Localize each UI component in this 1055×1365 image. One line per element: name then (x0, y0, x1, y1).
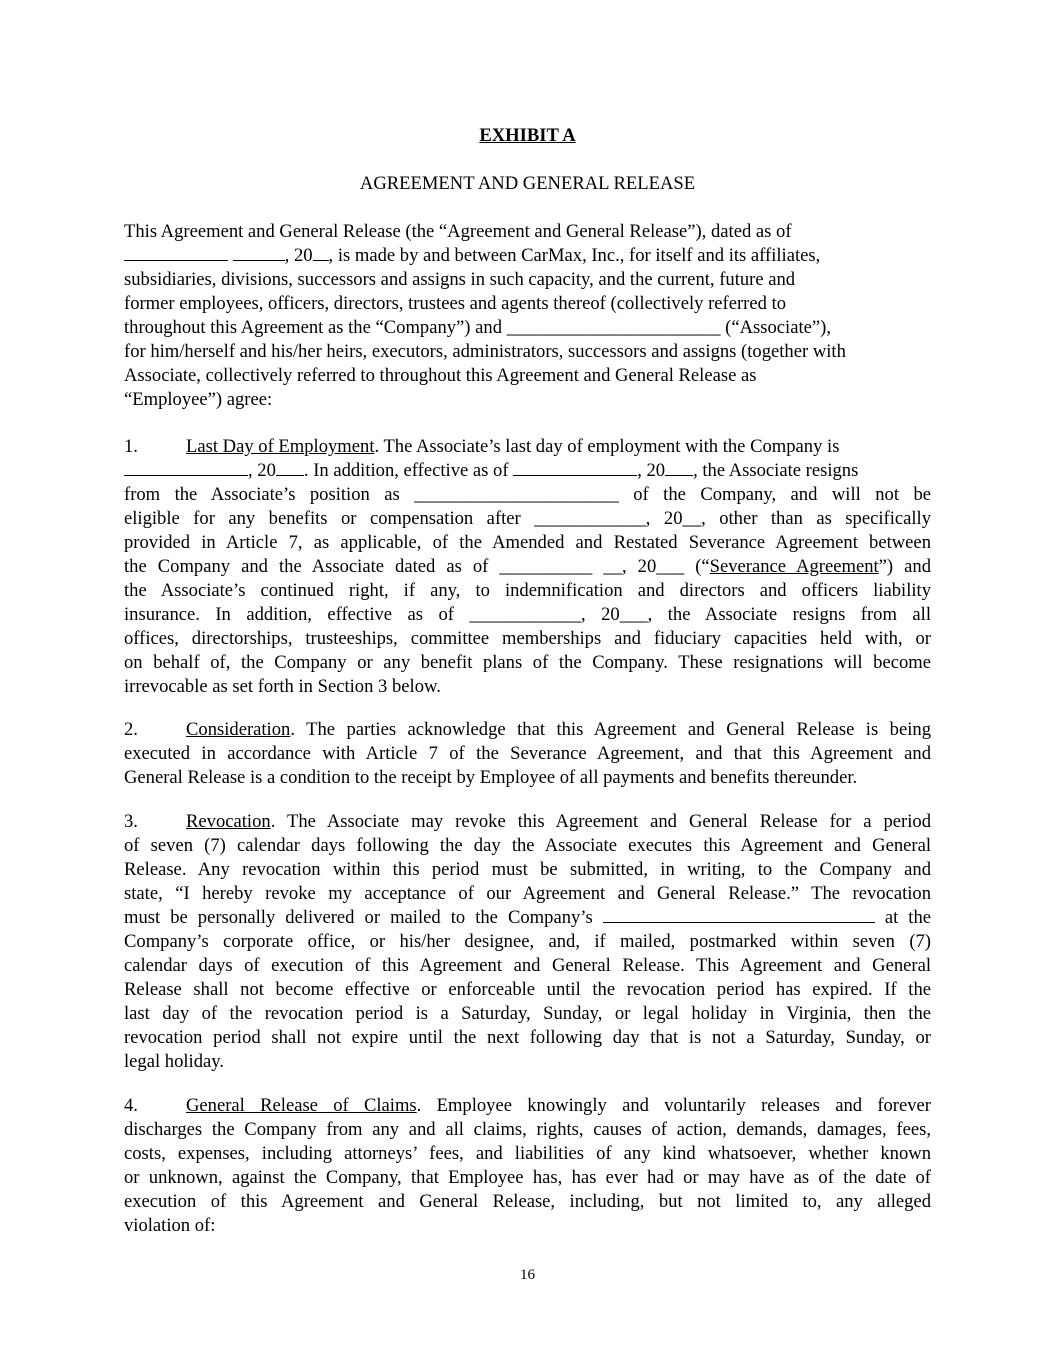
section-1-line: irrevocable as set forth in Section 3 below. (124, 676, 441, 697)
page-number: 16 (520, 1267, 535, 1283)
intro-line: , 20 , is made by and between CarMax, Inc., for itself and its affiliates, (124, 244, 931, 268)
section-4-line: costs, expenses, including attorneys’ fees, and liabilities of any kind whatsoever, whether known (124, 1143, 931, 1164)
section-1-line: eligible for any benefits or compensation after ____________, 20__, other than as specifically (124, 508, 931, 529)
year-blank (665, 460, 693, 476)
intro-line: for him/herself and his/her heirs, executors, administrators, successors and assigns (together with (124, 341, 846, 362)
section-3-line: calendar days of execution of this Agreement and General Release. This Agreement and General (124, 955, 931, 976)
section-3-line: Company’s corporate office, or his/her designee, and, if mailed, postmarked within seven (7) (124, 931, 931, 952)
section-1-line: offices, directorships, trusteeships, committee memberships and fiduciary capacities held with, or (124, 628, 931, 649)
section-number: 3. (124, 811, 138, 832)
date-blank (233, 245, 285, 261)
section-1-line: 1. Last Day of Employment. The Associate’s last day of employment with the Company is (124, 436, 840, 457)
section-2-line: 2. Consideration. The parties acknowledge that this Agreement and General Release is being (124, 719, 931, 740)
section-number: 4. (124, 1095, 138, 1116)
intro-line: subsidiaries, divisions, successors and assigns in such capacity, and the current, future and (124, 269, 796, 290)
section-3-line: state, “I hereby revoke my acceptance of our Agreement and General Release.” The revocation (124, 883, 931, 904)
section-1-line: provided in Article 7, as applicable, of the Amended and Restated Severance Agreement between (124, 532, 931, 553)
document-subtitle: AGREEMENT AND GENERAL RELEASE (359, 173, 696, 194)
section-3-line: legal holiday. (124, 1051, 224, 1072)
section-4-line: discharges the Company from any and all claims, rights, causes of action, demands, damages, fees, (124, 1119, 931, 1140)
defined-term: Severance Agreement (709, 556, 879, 577)
section-3-line: of seven (7) calendar days following the day the Associate executes this Agreement and General (124, 835, 931, 856)
recipient-blank (603, 907, 875, 923)
section-number: 1. (124, 436, 138, 457)
section-1-line: on behalf of, the Company or any benefit plans of the Company. These resignations will become (124, 652, 931, 673)
date-blank (124, 245, 228, 261)
section-4-line: or unknown, against the Company, that Employee has, has ever had or may have as of the date of (124, 1167, 931, 1188)
section-1-line: the Associate’s continued right, if any, to indemnification and directors and officers liability (124, 580, 931, 601)
intro-line: throughout this Agreement as the “Company”) and _______________________ (“Associate”), (124, 317, 831, 338)
year-blank (313, 245, 329, 261)
section-heading: General Release of Claims (186, 1095, 417, 1116)
intro-line: former employees, officers, directors, trustees and agents thereof (collectively referred to (124, 293, 787, 314)
intro-line: Associate, collectively referred to throughout this Agreement and General Release as (124, 365, 757, 386)
intro-line: This Agreement and General Release (the “Agreement and General Release”), dated as of (124, 221, 792, 242)
section-heading: Revocation (186, 811, 271, 832)
exhibit-title: EXHIBIT A (479, 125, 576, 146)
year-blank (276, 460, 304, 476)
section-4-line: violation of: (124, 1215, 216, 1236)
section-1-line: the Company and the Associate dated as of __________ __, 20___ (“Severance Agreement”) and (124, 556, 932, 577)
section-1-line: from the Associate’s position as ______________________ of the Company, and will not be (124, 484, 932, 505)
section-2-line: executed in accordance with Article 7 of the Severance Agreement, and that this Agreement and (124, 743, 931, 764)
section-3-line: 3. Revocation. The Associate may revoke this Agreement and General Release for a period (124, 811, 931, 832)
section-1-line: insurance. In addition, effective as of ____________, 20___, the Associate resigns from all (124, 604, 931, 625)
section-3-line: Release shall not become effective or enforceable until the revocation period has expired. If the (124, 979, 931, 1000)
section-3-line: last day of the revocation period is a Saturday, Sunday, or legal holiday in Virginia, then the (124, 1003, 931, 1024)
section-3-line: Release. Any revocation within this period must be submitted, in writing, to the Company and (124, 859, 931, 880)
intro-line: “Employee”) agree: (124, 389, 273, 410)
section-3-line: must be personally delivered or mailed to the Company’s at the (124, 907, 932, 928)
section-4-line: 4. General Release of Claims. Employee knowingly and voluntarily releases and forever (124, 1095, 931, 1116)
section-heading: Last Day of Employment (186, 436, 375, 457)
section-1-line: , 20 . In addition, effective as of , 20 , the Associate resigns (124, 459, 931, 483)
section-4-line: execution of this Agreement and General Release, including, but not limited to, any alleged (124, 1191, 931, 1212)
section-heading: Consideration (186, 719, 291, 740)
date-blank (513, 460, 637, 476)
date-blank (124, 460, 248, 476)
section-number: 2. (124, 719, 138, 740)
section-2-line: General Release is a condition to the receipt by Employee of all payments and benefits thereunder. (124, 767, 858, 788)
section-3-line: revocation period shall not expire until the next following day that is not a Saturday, Sunday, or (124, 1027, 931, 1048)
